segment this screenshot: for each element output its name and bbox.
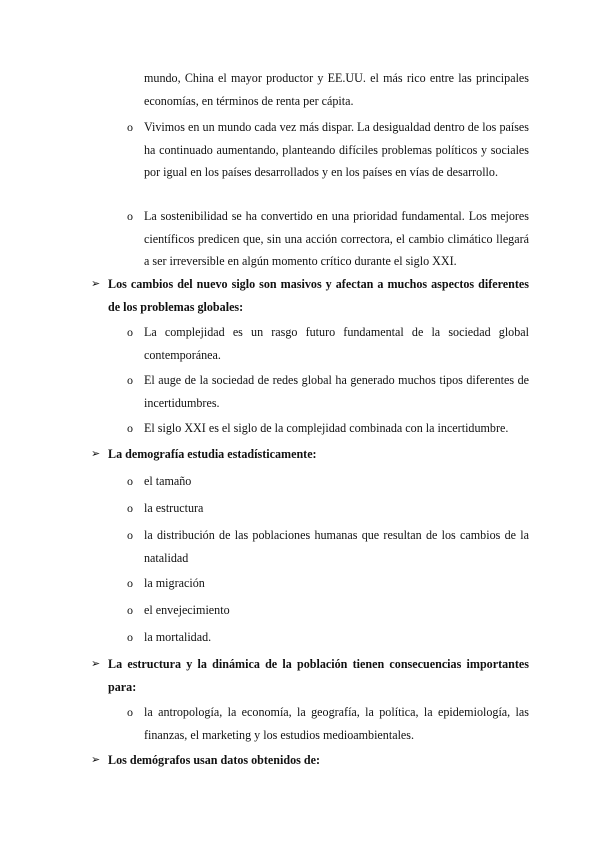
section-heading: La demografía estudia estadísticamente: (108, 447, 317, 461)
list-item: Vivimos en un mundo cada vez más dispar. La desigualdad dentro de los países ha continuado aumentando, planteando difíciles problemas políticos y sociales por igual en los países desarrollados y en los países en vías de desarrollo. (144, 120, 529, 179)
arrow-bullet-icon: ➢ (91, 658, 101, 670)
list-item: el envejecimiento (144, 603, 230, 617)
circle-bullet-icon: o (127, 501, 133, 515)
circle-bullet-icon: o (127, 373, 133, 387)
circle-bullet-icon: o (127, 528, 133, 542)
circle-bullet-icon: o (127, 474, 133, 488)
section-heading: La estructura y la dinámica de la población tienen consecuencias importantes para: (108, 657, 529, 694)
list-item: la antropología, la economía, la geografía, la política, la epidemiología, las finanzas, el marketing y los estudios medioambientales. (144, 705, 529, 742)
list-item: El siglo XXI es el siglo de la complejidad combinada con la incertidumbre. (144, 421, 509, 435)
list-item: el tamaño (144, 474, 192, 488)
list-item: la estructura (144, 501, 204, 515)
arrow-bullet-icon: ➢ (91, 278, 101, 290)
circle-bullet-icon: o (127, 603, 133, 617)
circle-bullet-icon: o (127, 705, 133, 719)
list-item: La complejidad es un rasgo futuro fundamental de la sociedad global contemporánea. (144, 325, 529, 362)
list-item: la mortalidad. (144, 630, 212, 644)
circle-bullet-icon: o (127, 209, 133, 223)
list-item: La sostenibilidad se ha convertido en una prioridad fundamental. Los mejores científicos predicen que, sin una acción correctora, el cambio climático llegará a ser irreversible en algún momento crítico durante el siglo XXI. (144, 209, 529, 268)
section-heading: Los demógrafos usan datos obtenidos de: (108, 753, 321, 767)
arrow-bullet-icon: ➢ (91, 448, 101, 460)
list-item: la migración (144, 576, 205, 590)
list-item: El auge de la sociedad de redes global ha generado muchos tipos diferentes de incertidumbres. (144, 373, 529, 410)
list-item: la distribución de las poblaciones humanas que resultan de los cambios de la natalidad (144, 528, 529, 565)
circle-bullet-icon: o (127, 576, 133, 590)
circle-bullet-icon: o (127, 630, 133, 644)
continuation-paragraph: mundo, China el mayor productor y EE.UU. el más rico entre las principales economías, en términos de renta per cápita. (144, 71, 529, 108)
circle-bullet-icon: o (127, 421, 133, 435)
arrow-bullet-icon: ➢ (91, 754, 101, 766)
circle-bullet-icon: o (127, 120, 133, 134)
circle-bullet-icon: o (127, 325, 133, 339)
section-heading: Los cambios del nuevo siglo son masivos y afectan a muchos aspectos diferentes de los problemas globales: (108, 277, 529, 314)
